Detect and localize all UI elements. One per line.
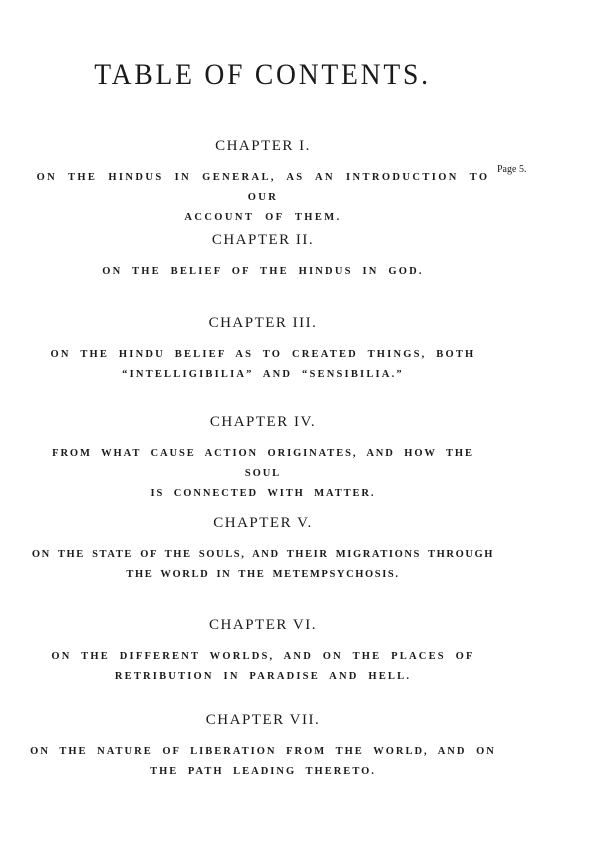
chapter-description-line: ON THE HINDUS IN GENERAL, AS AN INTRODUCTION TO OUR [36, 172, 490, 203]
chapter-description-line: ACCOUNT OF THEM. [184, 212, 342, 223]
chapter-5 [30, 515, 496, 585]
chapter-description-line: ON THE BELIEF OF THE HINDUS IN GOD. [102, 266, 424, 277]
chapter-heading: CHAPTER VI. [209, 617, 317, 633]
chapter-1 [30, 138, 496, 228]
chapter-7 [30, 712, 496, 782]
chapter-heading: CHAPTER VII. [205, 712, 321, 728]
chapter-description-line: ON THE HINDU BELIEF AS TO CREATED THINGS, BOTH [50, 349, 476, 360]
chapter-description-line: THE PATH LEADING THERETO. [150, 766, 376, 777]
chapter-description-line: THE WORLD IN THE METEMPSYCHOSIS. [126, 569, 400, 580]
chapter-3 [30, 315, 496, 385]
chapter-description-line: FROM WHAT CAUSE ACTION ORIGINATES, AND HOW THE SOUL [52, 448, 474, 479]
chapter-4 [30, 414, 496, 504]
chapter-description-line: ON THE DIFFERENT WORLDS, AND ON THE PLACES OF [51, 651, 475, 662]
page-title: TABLE OF CONTENTS. [94, 58, 431, 91]
chapter-description-line: IS CONNECTED WITH MATTER. [150, 488, 376, 499]
chapter-heading: CHAPTER V. [213, 515, 313, 531]
chapter-description-line: ON THE NATURE OF LIBERATION FROM THE WORLD, AND ON [30, 746, 496, 757]
chapter-description-line: RETRIBUTION IN PARADISE AND HELL. [114, 671, 412, 682]
chapter-6 [30, 617, 496, 687]
chapter-description-line: “INTELLIGIBILIA” AND “SENSIBILIA.” [122, 369, 404, 380]
chapter-description-line: ON THE STATE OF THE SOULS, AND THEIR MIGRATIONS THROUGH [31, 549, 495, 560]
chapter-2 [30, 232, 496, 282]
chapter-heading: CHAPTER IV. [209, 414, 317, 430]
page-number: Page 5. [497, 164, 527, 175]
chapter-heading: CHAPTER II. [211, 232, 315, 248]
chapter-heading: CHAPTER III. [208, 315, 318, 331]
chapter-heading: CHAPTER I. [215, 138, 311, 154]
